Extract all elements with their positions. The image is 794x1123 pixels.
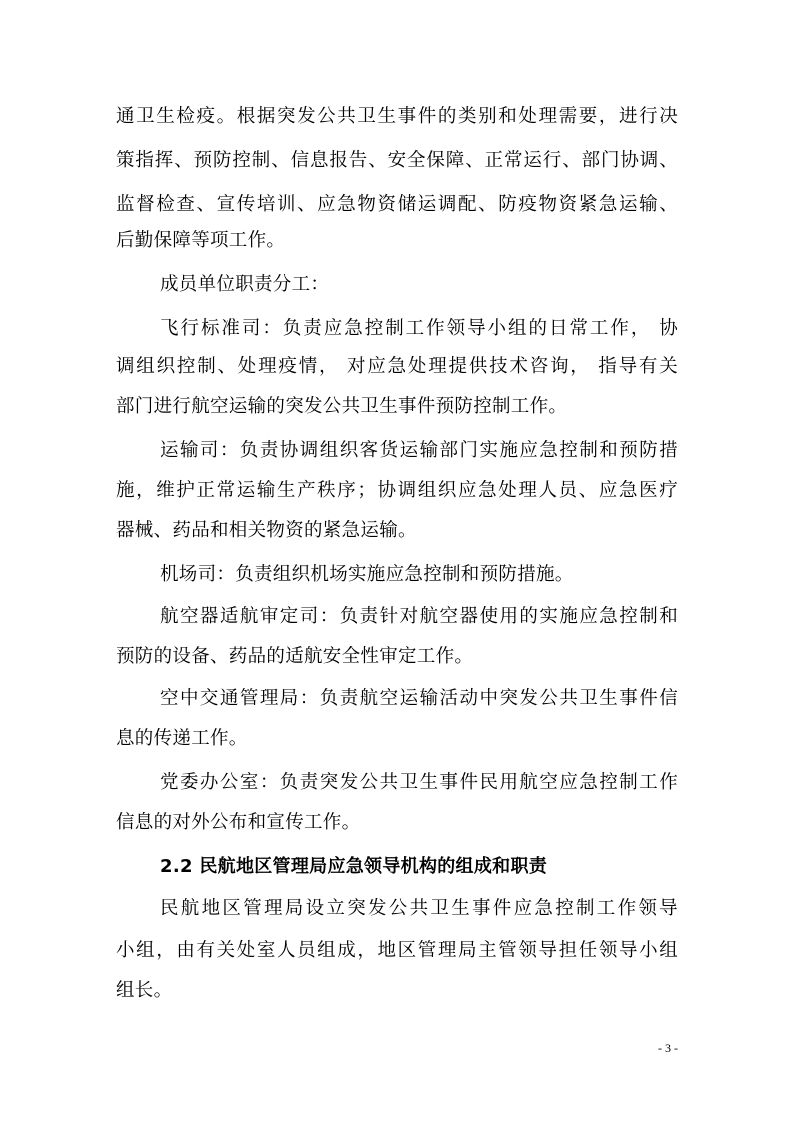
text-line: 航空器适航审定司：负责针对航空器使用的实施应急控制和 bbox=[160, 606, 678, 627]
text-line: 部门进行航空运输的突发公共卫生事件预防控制工作。 bbox=[116, 396, 568, 417]
text-line: 信息的对外公布和宣传工作。 bbox=[116, 812, 361, 833]
text-line: 小组，由有关处室人员组成，地区管理局主管领导担任领导小组 bbox=[116, 940, 678, 961]
text-line: 运输司：负责协调组织客货运输部门实施应急控制和预防措 bbox=[160, 440, 678, 461]
text-line: 息的传递工作。 bbox=[116, 728, 248, 749]
section-heading: 2.2 民航地区管理局应急领导机构的组成和职责 bbox=[160, 856, 548, 877]
text-line: 党委办公室：负责突发公共卫生事件民用航空应急控制工作 bbox=[160, 772, 678, 793]
text-line: 空中交通管理局：负责航空运输活动中突发公共卫生事件信 bbox=[160, 688, 678, 709]
text-line: 策指挥、预防控制、信息报告、安全保障、正常运行、部门协调、 bbox=[116, 150, 678, 171]
text-line: 施，维护正常运输生产秩序；协调组织应急处理人员、应急医疗 bbox=[116, 480, 678, 501]
text-line: 预防的设备、药品的适航安全性审定工作。 bbox=[116, 646, 474, 667]
text-line: 器械、药品和相关物资的紧急运输。 bbox=[116, 520, 417, 541]
text-line: 组长。 bbox=[116, 980, 173, 1001]
text-line: 监督检查、宣传培训、应急物资储运调配、防疫物资紧急运输、 bbox=[116, 194, 678, 215]
text-line: 通卫生检疫。根据突发公共卫生事件的类别和处理需要，进行决 bbox=[116, 106, 678, 127]
text-line: 成员单位职责分工： bbox=[160, 274, 330, 295]
text-line: 机场司：负责组织机场实施应急控制和预防措施。 bbox=[160, 564, 574, 585]
page-number: - 3 - bbox=[658, 1041, 678, 1055]
text-line: 飞行标准司：负责应急控制工作领导小组的日常工作， 协 bbox=[160, 318, 678, 339]
text-line: 调组织控制、处理疫情， 对应急处理提供技术咨询， 指导有关 bbox=[116, 356, 678, 377]
text-line: 民航地区管理局设立突发公共卫生事件应急控制工作领导 bbox=[160, 898, 678, 919]
text-line: 后勤保障等项工作。 bbox=[116, 230, 286, 251]
